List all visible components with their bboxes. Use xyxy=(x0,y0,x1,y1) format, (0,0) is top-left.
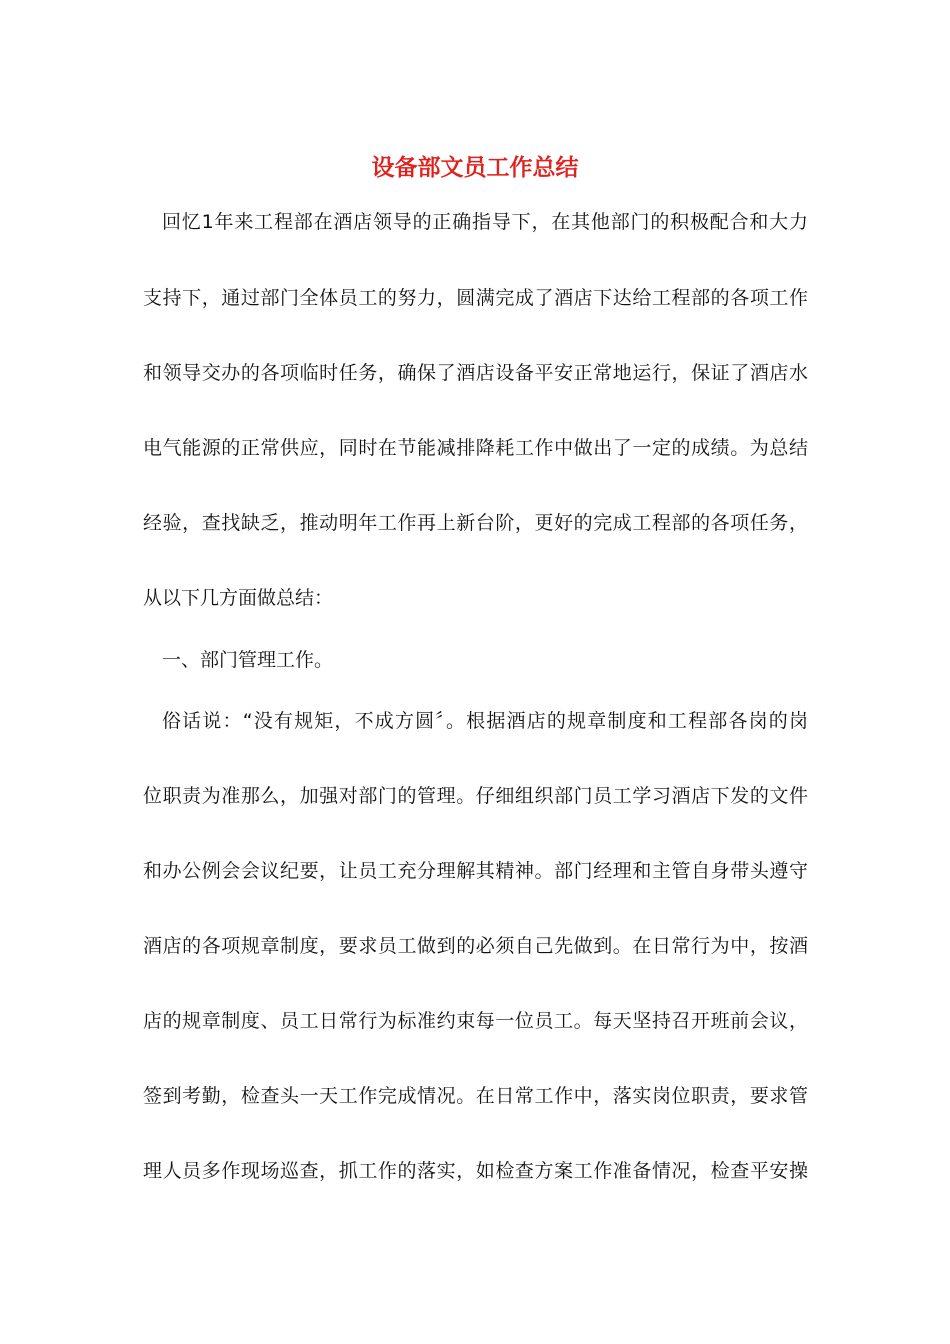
paragraph-line: 从以下几方面做总结： xyxy=(143,587,334,609)
paragraph-line: 支持下，通过部门全体员工的努力，圆满完成了酒店下达给工程部的各项工作 xyxy=(143,287,808,309)
paragraph-line: 理人员多作现场巡查，抓工作的落实，如检查方案工作准备情况，检查平安操 xyxy=(143,1160,808,1182)
paragraph-line: 和领导交办的各项临时任务，确保了酒店设备平安正常地运行，保证了酒店水 xyxy=(143,362,808,384)
paragraph-line: 回忆1年来工程部在酒店领导的正确指导下，在其他部门的积极配合和大力 xyxy=(162,211,808,233)
paragraph-line: 经验，查找缺乏，推动明年工作再上新台阶，更好的完成工程部的各项任务， xyxy=(143,512,808,534)
document-title: 设备部文员工作总结 xyxy=(371,154,579,181)
section-heading: 一、部门管理工作。 xyxy=(162,649,334,671)
paragraph-line: 俗话说：“没有规矩，不成方圆〞。根据酒店的规章制度和工程部各岗的岗 xyxy=(162,710,808,732)
paragraph-line: 和办公例会会议纪要，让员工充分理解其精神。部门经理和主管自身带头遵守 xyxy=(143,860,808,882)
paragraph-line: 位职责为准那么，加强对部门的管理。仔细组织部门员工学习酒店下发的文件 xyxy=(143,785,808,807)
paragraph-line: 酒店的各项规章制度，要求员工做到的必须自己先做到。在日常行为中，按酒 xyxy=(143,935,808,957)
paragraph-line: 电气能源的正常供应，同时在节能减排降耗工作中做出了一定的成绩。为总结 xyxy=(143,437,808,459)
paragraph-line: 签到考勤，检查头一天工作完成情况。在日常工作中，落实岗位职责，要求管 xyxy=(143,1085,808,1107)
paragraph-line: 店的规章制度、员工日常行为标准约束每一位员工。每天坚持召开班前会议， xyxy=(143,1010,808,1032)
